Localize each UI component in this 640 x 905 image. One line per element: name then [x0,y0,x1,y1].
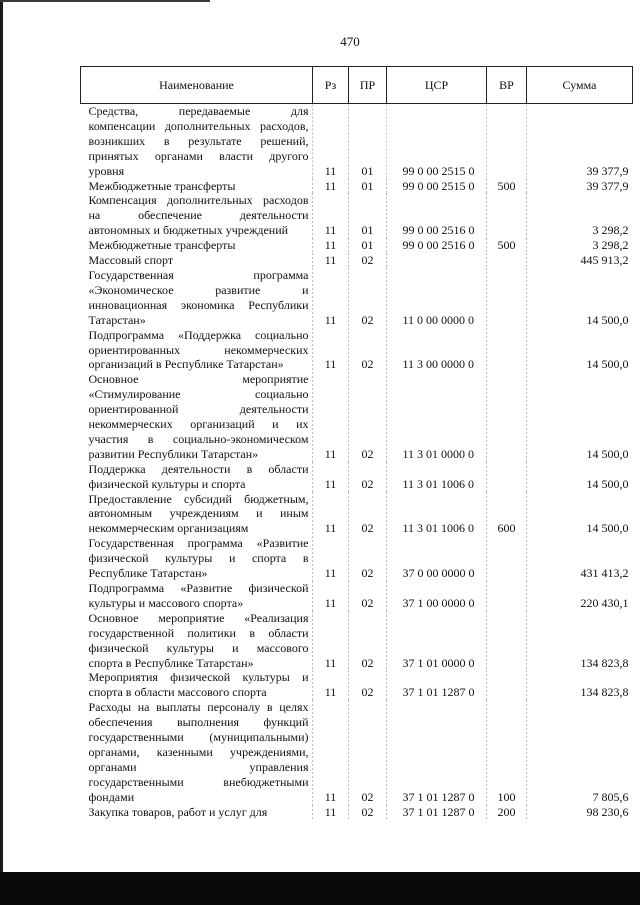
cell-sum: 134 823,8 [580,685,629,700]
cell-name-line: ориентированных некоммерческих [88,342,309,357]
cell-rz: 11 [313,193,349,238]
cell-name-line: органами, казенными учреждениями, [88,744,309,759]
cell-pr: 01 [349,179,387,194]
cell-name-line: организаций в Республике Татарстан» [88,357,284,372]
cell-csr: 11 0 00 0000 0 [387,268,487,328]
cell-csr: 99 0 00 2515 0 [387,104,487,179]
cell-name-line: фондами [88,789,135,804]
cell-pr: 02 [349,805,387,820]
cell-vr: 600 [487,492,527,537]
cell-csr: 37 0 00 0000 0 [387,536,487,581]
cell-name-line: «Стимулирование социально [88,387,309,402]
column-header-pr: ПР [349,67,387,104]
scan-left-edge [0,0,3,905]
cell-rz: 11 [313,805,349,820]
cell-name-line: «Экономическое развитие и [88,282,309,297]
cell-csr: 37 1 00 0000 0 [387,581,487,611]
cell-name-line: культуры и массового спорта» [88,595,244,610]
table-row [81,179,633,194]
cell-name-line: Межбюджетные трансферты [88,238,236,253]
table-row [81,193,633,238]
cell-name [81,268,313,328]
cell-name [81,611,313,671]
cell-pr: 02 [349,581,387,611]
cell-vr [487,611,527,671]
cell-sum: 14 500,0 [586,476,629,491]
cell-pr: 02 [349,700,387,804]
cell-pr: 02 [349,536,387,581]
cell-name-line: Татарстан» [88,312,146,327]
cell-csr: 11 3 01 0000 0 [387,372,487,461]
cell-csr [387,253,487,268]
cell-name [81,670,313,700]
cell-name-line: Государственная программа [88,267,309,282]
cell-vr [487,372,527,461]
scan-bottom-edge [0,872,640,905]
table-body [81,104,633,820]
cell-rz: 11 [313,238,349,253]
cell-name-line: физической культуры и массового [88,640,309,655]
cell-name-line: Основное мероприятие «Реализация [88,610,309,625]
table-row [81,700,633,804]
cell-name-line: на обеспечение деятельности [88,208,309,223]
column-header-sum: Сумма [527,67,633,104]
cell-rz: 11 [313,104,349,179]
cell-name-line: Государственная программа «Развитие [88,536,309,551]
cell-pr: 02 [349,268,387,328]
cell-name-line: Мероприятия физической культуры и [88,670,309,685]
cell-rz: 11 [313,179,349,194]
cell-pr: 01 [349,104,387,179]
cell-csr: 99 0 00 2516 0 [387,238,487,253]
cell-name-line: Массовый спорт [88,253,174,268]
cell-pr: 02 [349,372,387,461]
table-row [81,492,633,537]
cell-name-line: Закупка товаров, работ и услуг для [88,804,268,819]
table-header-row [81,67,633,104]
column-header-rz: Рз [313,67,349,104]
cell-sum: 39 377,9 [586,163,629,178]
cell-name-line: развитии Республики Татарстан» [88,446,259,461]
cell-vr [487,462,527,492]
cell-name [81,700,313,804]
cell-name-line: спорта в области массового спорта [88,685,267,700]
cell-name [81,536,313,581]
cell-vr: 200 [487,805,527,820]
cell-name [81,238,313,253]
cell-name-line: участия в социально-экономическом [88,431,309,446]
cell-sum: 134 823,8 [580,655,629,670]
table-row [81,238,633,253]
table-row [81,462,633,492]
cell-name-line: спорта в Республике Татарстан» [88,655,254,670]
page-number: 470 [340,34,360,49]
cell-vr: 500 [487,179,527,194]
cell-csr: 37 1 01 1287 0 [387,805,487,820]
cell-vr [487,104,527,179]
cell-pr: 02 [349,670,387,700]
cell-name-line: некоммерческим организациям [88,521,249,536]
cell-name-line: Республике Татарстан» [88,566,208,581]
cell-csr: 37 1 01 1287 0 [387,700,487,804]
cell-csr: 37 1 01 0000 0 [387,611,487,671]
cell-name-line: физической культуры и спорта [88,476,246,491]
cell-name-line: Подпрограмма «Поддержка социально [88,327,309,342]
column-header-csr: ЦСР [387,67,487,104]
cell-name-line: некоммерческих организаций и их [88,417,309,432]
cell-name-line: Поддержка деятельности в области [88,461,309,476]
cell-sum: 220 430,1 [580,595,629,610]
cell-name-line: Межбюджетные трансферты [88,178,236,193]
cell-rz: 11 [313,372,349,461]
column-header-name: Наименование [81,67,313,104]
scan-top-edge [0,0,210,2]
cell-name-line: государственной политики в области [88,625,309,640]
cell-sum: 431 413,2 [580,566,629,581]
cell-name-line: Средства, передаваемые для [88,104,309,118]
cell-name [81,253,313,268]
cell-name-line: Предоставление субсидий бюджетным, [88,491,309,506]
cell-name-line: компенсации дополнительных расходов, [88,118,309,133]
cell-pr: 02 [349,328,387,373]
cell-pr: 01 [349,238,387,253]
cell-name-line: физической культуры и спорта в [88,551,309,566]
cell-pr: 01 [349,193,387,238]
cell-name-line: Компенсация дополнительных расходов [88,193,309,208]
cell-vr [487,253,527,268]
cell-sum: 445 913,2 [580,253,629,268]
cell-name [81,372,313,461]
cell-sum: 39 377,9 [586,178,629,193]
cell-sum: 14 500,0 [586,312,629,327]
table-row [81,581,633,611]
table-row [81,372,633,461]
cell-vr [487,670,527,700]
cell-rz: 11 [313,581,349,611]
table-row [81,253,633,268]
table-row [81,670,633,700]
cell-sum: 14 500,0 [586,446,629,461]
cell-vr [487,581,527,611]
cell-name-line: Подпрограмма «Развитие физической [88,581,309,595]
cell-name [81,805,313,820]
cell-name-line: Расходы на выплаты персоналу в целях [88,700,309,715]
column-header-vr: ВР [487,67,527,104]
cell-sum: 7 805,6 [592,789,629,804]
cell-sum: 3 298,2 [592,223,629,238]
cell-sum: 3 298,2 [592,238,629,253]
cell-name-line: Основное мероприятие [88,372,309,387]
cell-vr [487,193,527,238]
cell-csr: 11 3 01 1006 0 [387,462,487,492]
cell-vr [487,328,527,373]
cell-rz: 11 [313,492,349,537]
cell-csr: 11 3 01 1006 0 [387,492,487,537]
cell-name-line: обеспечения выполнения функций [88,715,309,730]
cell-csr: 37 1 01 1287 0 [387,670,487,700]
cell-vr: 100 [487,700,527,804]
table-row [81,104,633,179]
budget-table [80,66,633,820]
cell-vr: 500 [487,238,527,253]
cell-sum: 14 500,0 [586,521,629,536]
cell-name-line: государственными внебюджетными [88,774,309,789]
cell-name-line: органами управления [88,759,309,774]
cell-rz: 11 [313,611,349,671]
cell-name-line: принятых органами власти другого [88,148,309,163]
cell-csr: 11 3 00 0000 0 [387,328,487,373]
cell-vr [487,536,527,581]
cell-name [81,462,313,492]
table-row [81,611,633,671]
cell-name-line: автономным учреждениям и иным [88,506,309,521]
table-row [81,805,633,820]
table-row [81,536,633,581]
cell-name-line: уровня [88,163,125,178]
cell-name [81,104,313,179]
cell-name [81,193,313,238]
cell-rz: 11 [313,268,349,328]
cell-sum: 98 230,6 [586,804,629,819]
cell-rz: 11 [313,536,349,581]
cell-rz: 11 [313,670,349,700]
cell-csr: 99 0 00 2516 0 [387,193,487,238]
cell-name [81,581,313,611]
cell-name [81,492,313,537]
cell-csr: 99 0 00 2515 0 [387,179,487,194]
table-row [81,328,633,373]
cell-pr: 02 [349,492,387,537]
cell-rz: 11 [313,462,349,492]
cell-rz: 11 [313,328,349,373]
cell-name-line: возникших в результате решений, [88,133,309,148]
cell-name-line: автономных и бюджетных учреждений [88,223,289,238]
cell-pr: 02 [349,611,387,671]
cell-rz: 11 [313,253,349,268]
cell-rz: 11 [313,700,349,804]
cell-name-line: государственными (муниципальными) [88,730,309,745]
cell-name [81,179,313,194]
cell-name [81,328,313,373]
cell-name-line: ориентированной деятельности [88,402,309,417]
cell-vr [487,268,527,328]
cell-sum: 14 500,0 [586,357,629,372]
cell-name-line: инновационная экономика Республики [88,297,309,312]
cell-pr: 02 [349,253,387,268]
cell-pr: 02 [349,462,387,492]
table-row [81,268,633,328]
